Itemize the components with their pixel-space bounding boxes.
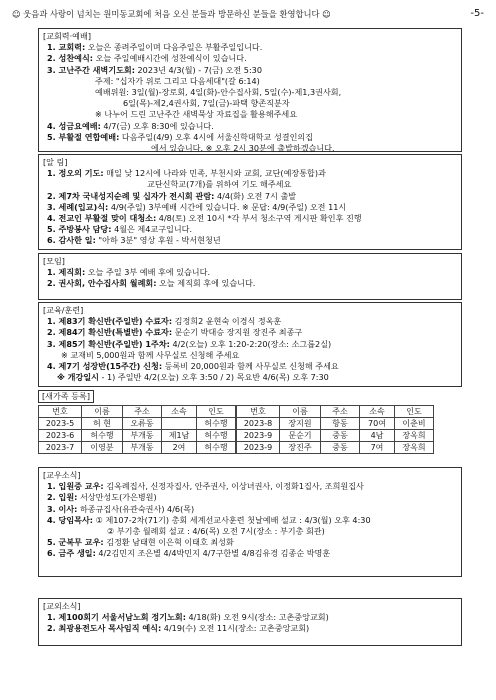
list-item [43, 224, 457, 235]
item-text: 등록비 20,000원과 함께 사무실로 신청해 주세요 [162, 361, 339, 372]
item-label: 6. 감사한 일: [47, 235, 96, 246]
table-cell: 70여 [360, 418, 395, 430]
church-events-section [38, 28, 462, 152]
column-header: 번호 [236, 406, 280, 418]
item-label: 1. 제직회: [47, 267, 86, 278]
list-item [43, 179, 457, 190]
item-label: 1. 교회력: [47, 42, 86, 53]
list-item [43, 87, 457, 98]
item-text: 하종규집사(유관숙권사) 4/6(목) [77, 503, 195, 514]
table-cell: 2023-9 [236, 430, 280, 442]
table-cell: 허수행 [197, 430, 237, 442]
item-text: ② 부기총 월례회 설교 : 4/6(목) 오전 7시(장소 : 부기총 회관) [107, 526, 325, 537]
list-item [43, 515, 457, 526]
section-title: [교회력·예배] [43, 31, 91, 41]
section-title: [교외소식] [43, 601, 81, 611]
item-label: 1. 제100회기 서울서남노회 정기노회: [47, 612, 186, 623]
item-text: 4/19(수) 오전 11시(장소: 고촌중앙교회) [161, 623, 310, 634]
item-label: ※ 개강일시 [57, 372, 99, 383]
section-title: [새가족 등록] [38, 390, 94, 403]
table-cell: 장옥희 [395, 442, 434, 454]
item-label: 4. 전교인 부활절 맞이 대청소: [47, 213, 157, 224]
column-header: 소속 [360, 406, 395, 418]
item-label: 2. 제7차 국내성지순례 및 십자가 전시회 관람: [47, 190, 215, 201]
list-item [43, 537, 457, 548]
item-text: 서상만성도(가은병원) [77, 492, 157, 503]
section-title: [알 림] [43, 157, 68, 167]
item-label: 2. 입원: [47, 492, 78, 503]
table-cell: 장옥희 [395, 430, 434, 442]
list-item [43, 191, 457, 202]
table-cell: 장진주 [280, 442, 321, 454]
item-label: 2. 제84기 확신반(특별반) 수료자: [47, 327, 173, 338]
item-text: 매일 낮 12시에 나라와 민족, 부천시와 교회, 교단(예장통합)과 [103, 168, 326, 179]
table-cell: 허수행 [197, 418, 237, 430]
table-cell: 4남 [360, 430, 395, 442]
item-text: 예배위원: 3일(월)-장로회, 4일(화)-안수집사회, 5일(수)-제1,3권사회, [95, 87, 342, 98]
item-label: 6. 금주 생일: [47, 548, 96, 559]
table-cell: 허수행 [197, 442, 237, 454]
list-item [43, 492, 457, 503]
list-item [43, 132, 457, 143]
list-item [43, 213, 457, 224]
table-cell: 항동 [321, 418, 360, 430]
item-label: 2. 최광용전도사 목사임직 예식: [47, 623, 162, 634]
section-title: [모임] [43, 256, 65, 266]
item-text: 4/4(화) 오전 7시 출발 [214, 190, 297, 201]
item-label: 2. 권사회, 안수집사회 월례회: [47, 278, 157, 289]
newcomers-section [38, 390, 462, 454]
list-item [43, 372, 457, 383]
table-cell: 장지원 [280, 418, 321, 430]
item-label: 3. 고난주간 새벽기도회: [47, 64, 135, 75]
item-text: 교단신학교(7개)를 위하여 기도 해주세요 [147, 179, 292, 190]
list-item [43, 65, 457, 76]
list-item [43, 339, 457, 350]
item-text: ※ 나누어 드린 고난주간 새벽묵상 자료집을 활용해주세요 [95, 109, 298, 120]
table-cell: 이춘비 [395, 418, 434, 430]
list-item [43, 504, 457, 515]
list-item [43, 53, 457, 64]
table-cell: 중동 [321, 430, 360, 442]
newcomers-table [38, 405, 434, 454]
list-item [43, 278, 457, 289]
list-item [43, 548, 457, 559]
table-cell [162, 418, 197, 430]
item-label: 5. 군복무 교우: [47, 537, 104, 548]
list-item [43, 526, 457, 537]
item-text: 오늘 제직회 후에 있습니다. [156, 278, 256, 289]
item-text: 문순기 박대승 장지원 장진주 최종구 [172, 327, 303, 338]
table-cell: 허수행 [82, 430, 123, 442]
item-text: 6일(목)-제2,4권사회, 7일(금)-파택 향존직분자 [123, 98, 290, 109]
item-label: 3. 제85기 확신반(주일반) 1주차: [47, 338, 170, 349]
list-item [43, 350, 457, 361]
table-cell: 2023-5 [39, 418, 82, 430]
table-header-row [39, 406, 434, 418]
list-item [43, 235, 457, 246]
item-text: 4/2(오늘) 오후 1:20-2:20(장소: 소그룹2실) [169, 338, 332, 349]
education-section [38, 302, 462, 387]
table-cell: 2023-8 [236, 418, 280, 430]
page-number: -5- [470, 8, 484, 19]
meetings-section [38, 253, 462, 300]
member-news-section [38, 467, 462, 577]
column-header: 인도 [197, 406, 237, 418]
section-title: [교우소식] [43, 470, 81, 480]
item-text: ① 제107-2차(71기) 총회 세계선교사훈련 첫날예배 설교 : 4/3(월) 오후 4:30 [93, 514, 371, 525]
item-text: 다음주일(4/9) 오후 4시에 서울신학대학교 성결인의집 [119, 131, 314, 142]
table-cell: 2023-7 [39, 442, 82, 454]
list-item [43, 76, 457, 87]
list-item [43, 98, 457, 109]
table-row [39, 442, 434, 454]
item-text: 4/7(금) 오후 8:30에 있습니다. [100, 120, 214, 131]
table-cell: 허 현 [82, 418, 123, 430]
item-text: 김정희2 윤현숙 이경식 정옥훈 [172, 316, 282, 327]
table-cell: 이영분 [82, 442, 123, 454]
item-text: 에서 있습니다. ※ 오후 2시 30분에 출발하겠습니다. [151, 143, 335, 154]
item-text: - 1) 주일반 4/2(오늘) 오후 3:50 / 2) 목요반 4/6(목) 오후 7:30 [98, 372, 329, 383]
column-header: 주소 [123, 406, 162, 418]
item-label: 3. 이사: [47, 503, 78, 514]
item-label: 4. 성금요예배: [47, 120, 101, 131]
list-item [43, 316, 457, 327]
external-news-section [38, 598, 462, 646]
column-header: 주소 [321, 406, 360, 418]
item-label: 1. 정오의 기도: [47, 168, 104, 179]
list-item [43, 267, 457, 278]
column-header: 번호 [39, 406, 82, 418]
table-cell: 2여 [162, 442, 197, 454]
list-item [43, 42, 457, 53]
item-label: 5. 주방봉사 담당: [47, 224, 112, 235]
column-header: 인도 [395, 406, 434, 418]
list-item [43, 121, 457, 132]
item-text: 4/9(주일) 3부예배 시간에 있습니다. ※ 문답: 4/9(주일) 오전 11시 [108, 201, 347, 212]
notices-section [38, 154, 462, 250]
table-cell: 제1남 [162, 430, 197, 442]
item-label: 5. 부활절 연합예배: [47, 131, 120, 142]
table-cell: 2023-6 [39, 430, 82, 442]
list-item [43, 168, 457, 179]
column-header: 이름 [82, 406, 123, 418]
page-header [12, 8, 484, 20]
table-cell: 오류동 [123, 418, 162, 430]
item-text: 4월은 제4교구입니다. [111, 224, 193, 235]
item-text: ※ 교재비 5,000원과 함께 사무실로 신청해 주세요 [61, 349, 240, 360]
list-item [43, 327, 457, 338]
table-cell: 부개동 [123, 442, 162, 454]
item-label: 3. 세례(입교)식: [47, 201, 109, 212]
item-text: 오늘 주일 3부 예배 후에 있습니다. [85, 267, 211, 278]
list-item [43, 361, 457, 372]
table-cell: 부개동 [123, 430, 162, 442]
item-text: 오늘 주일예배시간에 성찬예식이 있습니다. [93, 53, 247, 64]
list-item [43, 481, 457, 492]
item-text: 주제: "십자가 위로 그리고 다음세대"(갈 6:14) [95, 75, 260, 86]
list-item [43, 143, 457, 154]
list-item [43, 202, 457, 213]
table-cell: 문순기 [280, 430, 321, 442]
table-row [39, 430, 434, 442]
section-title: [교육/훈련] [43, 305, 84, 315]
item-text: 2023년 4/3(월) - 7(금) 오전 5:30 [134, 64, 262, 75]
item-text: 4/8(토) 오전 10시 *각 부서 청소구역 게시판 확인후 진행 [156, 213, 362, 224]
item-text: 김정환 남태현 이은혁 이태호 최성화 [103, 537, 234, 548]
item-text: 4/2김민지 조은별 4/4박민지 4/7구한별 4/8김유경 김종순 박명훈 [95, 548, 331, 559]
item-label: 4. 제7기 성장반(15주간) 신청: [47, 361, 163, 372]
column-header: 소속 [162, 406, 197, 418]
item-label: 1. 제83기 확신반(주일반) 수료자: [47, 316, 173, 327]
item-text: 4/18(화) 오전 9시(장소: 고촌중앙교회) [185, 612, 329, 623]
table-cell: 7여 [360, 442, 395, 454]
item-label: 2. 성찬예식: [47, 53, 94, 64]
column-header: 이름 [280, 406, 321, 418]
table-row [39, 418, 434, 430]
table-cell: 2023-9 [236, 442, 280, 454]
list-item [43, 623, 457, 634]
list-item [43, 612, 457, 623]
item-text: "아하 3분" 영상 후원 - 박서현청년 [95, 235, 221, 246]
item-text: 김옥례집사, 신정자집사, 안주권사, 이상녀권사, 이정화1집사, 조희원집사 [103, 481, 364, 492]
item-text: 오늘은 종려주일이며 다음주일은 부활주일입니다. [85, 42, 263, 53]
item-label: 1. 입원중 교우: [47, 481, 104, 492]
item-label: 4. 당임목사: [47, 514, 94, 525]
list-item [43, 109, 457, 120]
table-cell: 중동 [321, 442, 360, 454]
welcome-banner: ☺ 웃음과 사랑이 넘치는 원미동교회에 처음 오신 분들과 방문하신 분들을 환영합니다 ☺ [12, 9, 331, 19]
